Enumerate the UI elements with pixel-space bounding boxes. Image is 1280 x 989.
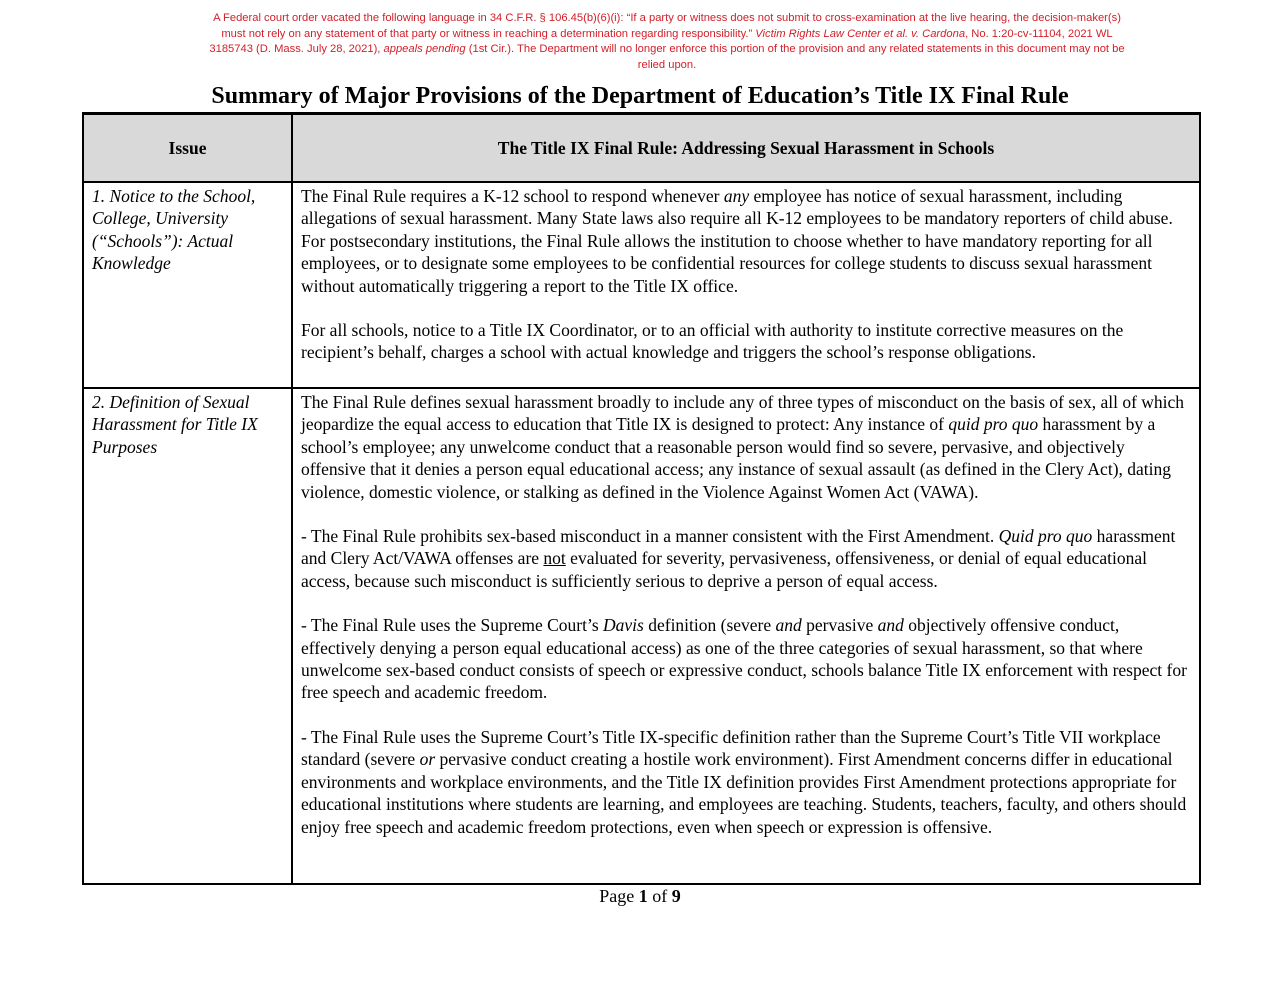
case-name: Victim Rights Law Center et al. v. Cardona <box>755 27 966 40</box>
emphasis: Davis <box>603 615 644 636</box>
table-row <box>83 388 1200 884</box>
text-segment: pervasive <box>801 615 878 636</box>
emphasis: and <box>877 615 904 636</box>
text-segment: The Final Rule defines sexual harassment broadly to include any of three types of misconduct on the basis of sex, all of which jeopardize the equal access to education that Title IX is designed to protect: Any instance of <box>301 392 1185 435</box>
rule-paragraph: For all schools, notice to a Title IX Coordinator, or to an official with authority to institute corrective measures on the recipient’s behalf, charges a school with actual knowledge and triggers the school’s response obligations. <box>301 320 1124 363</box>
page-of-label: of <box>647 886 672 906</box>
text-segment: definition (severe <box>643 615 776 636</box>
text-segment: employee has notice of sexual harassment, including allegations of sexual harassment. Many State laws also require all K-12 employees to be mandatory reporters of child abuse. For postsecondary institutions, the Final Rule allows the institution to choose whether to have mandatory reporting for all employees, or to designate some employees to be confidential resources for college students to discuss sexual harassment without automatically triggering a report to the Title IX office. <box>301 186 1173 296</box>
rule-paragraph <box>301 185 1191 297</box>
text-segment: - The Final Rule uses the Supreme Court’s <box>301 615 604 636</box>
text-segment: - The Final Rule uses the Supreme Court’s Title IX-specific definition rather than the Supreme Court’s Title VII workplace standard (severe <box>301 726 1161 770</box>
appeal-court: (1st Cir.). The Department will no longer enforce this portion of the provision and any related statements in this document may not be relied upon. <box>465 43 1125 71</box>
document-title: Summary of Major Provisions of the Department of Education’s Title IX Final Rule <box>211 83 1069 109</box>
text-segment: pervasive conduct creating a hostile work environment). First Amendment concerns differ in educational environments and workplace environments, and the Title IX definition provides First Amendment protections appropriate for educational institutions where students are learning, and employees are teaching. Students, teachers, faculty, and others should enjoy free speech and academic freedom protections, even when speech or expression is offensive. <box>301 749 1187 837</box>
emphasis: Quid pro quo <box>998 526 1093 547</box>
emphasis: any <box>723 186 750 206</box>
rule-cell <box>292 182 1200 388</box>
text-segment: harassment and Clery Act/VAWA offenses are <box>301 526 1176 569</box>
rule-paragraph <box>301 614 1191 704</box>
issue-cell: 2. Definition of Sexual Harassment for Title IX Purposes <box>83 388 292 884</box>
header-final-rule: The Title IX Final Rule: Addressing Sexual Harassment in Schools <box>292 114 1200 183</box>
court-order-notice <box>200 11 1134 73</box>
total-pages: 9 <box>671 886 681 906</box>
text-segment: The Final Rule requires a K-12 school to respond whenever <box>301 186 724 206</box>
notice-text: A Federal court order vacated the following language in 34 C.F.R. § 106.45(b)(6)(i): “If a party or witness does not submit to cross-examination at the live hearing, the decision-maker(s) must not rely on any statement of that party or witness in reaching a determination regarding responsibility.” <box>213 12 1121 40</box>
emphasis: or <box>419 749 436 770</box>
page-label: Page <box>599 886 639 906</box>
text-segment: objectively offensive conduct, effectively denying a person equal educational access) as one of the three categories of sexual harassment, so that where unwelcome sex-based conduct consists of speech or expressive conduct, schools balance Title IX enforcement with respect for free speech and academic freedom. <box>301 615 1187 703</box>
table-row <box>83 182 1200 388</box>
page-number <box>0 886 1280 907</box>
current-page: 1 <box>638 886 648 906</box>
rule-paragraph <box>301 525 1191 592</box>
rule-paragraph <box>301 391 1191 503</box>
case-citation: , No. 1:20-cv-11104, 2021 WL 3185743 (D. Mass. July 28, 2021), <box>209 27 1113 56</box>
text-segment: - The Final Rule prohibits sex-based misconduct in a manner consistent with the First Amendment. <box>301 526 999 547</box>
provisions-table <box>82 112 1201 885</box>
text-segment: harassment by a school’s employee; any unwelcome conduct that a reasonable person would find so severe, pervasive, and objectively offensive that it denies a person equal educational access; any instance of sexual assault (as defined in the Clery Act), dating violence, domestic violence, or stalking as defined in the Violence Against Women Act (VAWA). <box>301 414 1172 502</box>
underlined-text: not <box>543 548 566 569</box>
text-segment: evaluated for severity, pervasiveness, offensiveness, or denial of equal educational access, because such misconduct is sufficiently serious to deprive a person of equal access. <box>301 548 1147 591</box>
rule-paragraph <box>301 726 1191 838</box>
header-issue: Issue <box>83 114 292 183</box>
issue-cell: 1. Notice to the School, College, University (“Schools”): Actual Knowledge <box>83 182 292 388</box>
emphasis: quid pro quo <box>948 414 1039 435</box>
emphasis: and <box>775 615 802 636</box>
appeal-status: appeals pending <box>383 43 466 56</box>
rule-cell <box>292 388 1200 884</box>
